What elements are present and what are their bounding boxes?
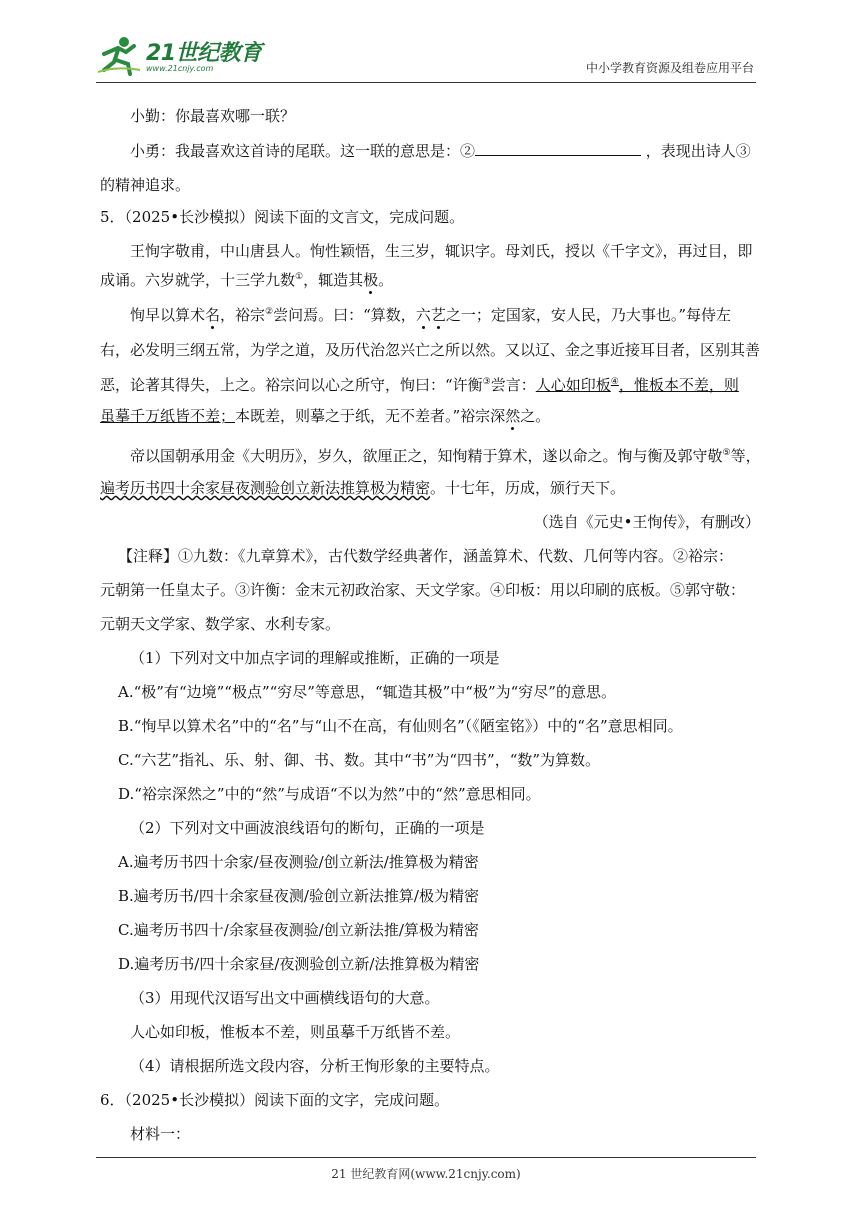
passage-text: 成诵。六岁就学，十三学九数	[100, 271, 296, 289]
passage-text: 尝问焉。曰：“算数，	[273, 306, 416, 324]
passage-line	[100, 406, 760, 426]
dialog-xiaoyong	[130, 141, 790, 161]
option-d[interactable]: D.“裕宗深然之”中的“然”与成语“不以为然”中的“然”意思相同。	[118, 785, 541, 803]
sub-question-1: （1）下列对文中加点字词的理解或推断，正确的一项是	[130, 649, 500, 667]
option-d[interactable]: D.遍考历书/四十余家昼/夜测验创立新/法推算极为精密	[118, 955, 480, 973]
passage-text: 。十七年，历成，颁行天下。	[430, 479, 626, 497]
annotation-line: 【注释】①九数：《九章算术》，古代数学经典著作，涵盖算术、代数、几何等内容。②裕宗：	[118, 547, 734, 565]
platform-name: 中小学教育资源及组卷应用平台	[585, 61, 754, 75]
passage-text: 尝言：	[490, 376, 536, 394]
option-b[interactable]: B.遍考历书/四十余家昼夜测/验创立新法推算/极为精密	[118, 887, 479, 905]
option-c[interactable]: C.遍考历书四十/余家昼夜测验/创立新法推/算极为精密	[118, 921, 479, 939]
footnote-mark: ③	[482, 377, 491, 387]
passage-line: 右，必发明三纲五常，为学之道，及历代治忽兴亡之所以然。又以辽、金之事近接耳目者，区别其善	[100, 341, 761, 359]
passage-line	[100, 270, 760, 290]
question-6-stem: 6．（2025•长沙模拟）阅读下面的文字，完成问题。	[100, 1091, 450, 1109]
passage-line	[100, 478, 760, 498]
sub-question-3-text: 人心如印板，惟板本不差，则虽摹千万纸皆不差。	[130, 1023, 461, 1041]
dialog-text: 小勇：我最喜欢这首诗的尾联。这一联的意思是：②	[130, 142, 476, 160]
option-a[interactable]: A.“极”有“边境”“极点”“穷尽”等意思，“辄造其极”中“极”为“穷尽”的意思。	[118, 683, 616, 701]
passage-source: （选自《元史•王恂传》，有删改）	[533, 513, 760, 531]
annotation-line: 元朝天文学家、数学家、水利专家。	[100, 615, 341, 633]
footer-divider	[96, 1157, 756, 1158]
dotted-word: 名	[205, 306, 221, 324]
page-header	[96, 28, 756, 83]
passage-line	[130, 446, 790, 466]
passage-text: 恶，论著其得失，上之。裕宗问以心之所守，恂曰：“许衡	[100, 376, 483, 394]
option-c[interactable]: C.“六艺”指礼、乐、射、御、书、数。其中“书”为“四书”，“数”为算数。	[118, 751, 601, 769]
passage-text: 恂早以算术	[130, 306, 206, 324]
footnote-mark: ②	[265, 307, 274, 317]
passage-text: 本既差，则摹之于纸，无不差者。”裕宗深	[235, 407, 506, 425]
underlined-text: ，惟板本不差，则	[618, 376, 739, 394]
passage-line	[130, 305, 790, 325]
material-label: 材料一：	[130, 1125, 191, 1143]
question-5-stem: 5．（2025•长沙模拟）阅读下面的文言文，完成问题。	[100, 208, 465, 226]
underlined-text: 人心如印板	[535, 376, 611, 394]
footnote-mark: ①	[295, 272, 304, 282]
option-a[interactable]: A.遍考历书四十余家/昼夜测验/创立新法/推算极为精密	[118, 853, 479, 871]
passage-text: ，裕宗	[220, 306, 266, 324]
passage-line	[100, 375, 760, 395]
passage-text: 之。	[520, 407, 551, 425]
site-logo[interactable]	[96, 36, 266, 78]
dotted-word: 极	[363, 271, 379, 289]
logo-url: www.21cnjy.com	[146, 64, 214, 73]
passage-text: 。	[378, 271, 394, 289]
sub-question-3: （3）用现代汉语写出文中画横线语句的大意。	[130, 989, 440, 1007]
passage-text: 之一；定国家，安人民，乃大事也。”每侍左	[445, 306, 731, 324]
passage-line: 王恂字敬甫，中山唐县人。恂性颖悟，生三岁，辄识字。母刘氏，授以《千字文》，再过目，即	[130, 242, 753, 260]
answer-blank[interactable]	[475, 141, 641, 156]
underlined-text: 虽摹千万纸皆不差；	[100, 407, 236, 425]
dialog-text: ，表现出诗人③	[645, 142, 751, 160]
wavy-underlined-text: 遍考历书四十余家昼夜测验创立新法推算极为精密	[100, 479, 431, 497]
dotted-word: 六艺	[415, 306, 446, 324]
runner-logo-icon	[96, 36, 142, 76]
annotation-line: 元朝第一任皇太子。③许衡：金末元初政治家、天文学家。④印板：用以印刷的底板。⑤郭守敬：	[100, 581, 746, 599]
sub-question-2: （2）下列对文中画波浪线语句的断句，正确的一项是	[130, 819, 485, 837]
footnote-mark: ④	[610, 377, 619, 387]
dotted-word: 然	[505, 407, 521, 425]
dialog-text: 的精神追求。	[100, 176, 191, 194]
passage-text: 帝以国朝承用金《大明历》，岁久，欲厘正之，知恂精于算术，遂以命之。恂与衡及郭守敬	[130, 447, 723, 465]
page-footer[interactable]: 21 世纪教育网(www.21cnjy.com)	[331, 1167, 521, 1181]
dialog-xiaoqin: 小勤：你最喜欢哪一联？	[130, 107, 296, 125]
option-b[interactable]: B.“恂早以算术名”中的“名”与“山不在高，有仙则名”（《陋室铭》）中的“名”意思相同。	[118, 717, 683, 735]
passage-text: ，辄造其	[303, 271, 364, 289]
logo-text: 21世纪教育	[146, 41, 262, 66]
passage-text: 等，	[730, 447, 761, 465]
sub-question-4: （4）请根据所选文段内容，分析王恂形象的主要特点。	[130, 1057, 500, 1075]
footnote-mark: ⑤	[722, 448, 731, 458]
